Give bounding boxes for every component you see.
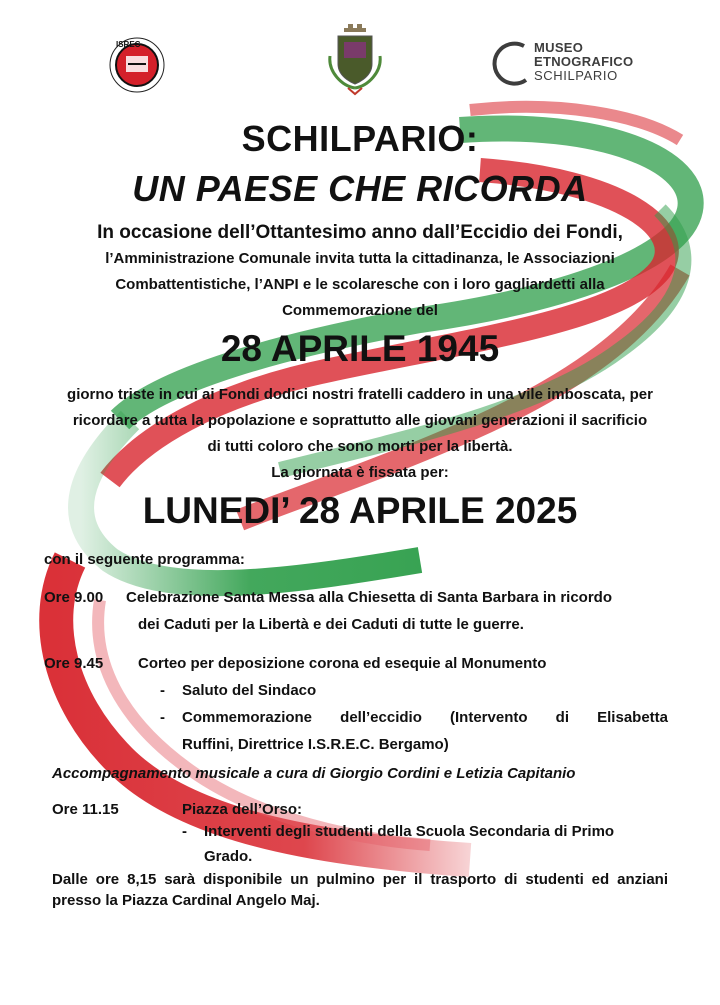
- event-date: LUNEDI’ 28 APRILE 2025: [142, 490, 578, 531]
- museo-logo-line3: SCHILPARIO: [534, 68, 618, 83]
- museo-etnografico-logo: [490, 38, 690, 88]
- bullet-dash: -: [160, 709, 165, 726]
- program-bullet-studenti-line1: Interventi degli studenti della Scuola Secondaria di Primo: [204, 823, 615, 840]
- museo-logo-line2: ETNOGRAFICO: [534, 54, 634, 69]
- museo-ring-icon: [490, 38, 534, 88]
- title-line2: UN PAESE CHE RICORDA: [132, 168, 588, 209]
- program-time-2: Ore 9.45: [44, 655, 104, 672]
- music-credit: Accompagnamento musicale a cura di Giorgio Cordini e Letizia Capitanio: [52, 765, 576, 782]
- description-line4: La giornata è fissata per:: [271, 464, 449, 481]
- intro-line2: l’Amministrazione Comunale invita tutta la cittadinanza, le Associazioni: [105, 250, 615, 267]
- title-line1: SCHILPARIO:: [241, 118, 479, 159]
- program-time-3: Ore 11.15: [52, 801, 119, 818]
- description-line1: giorno triste in cui ai Fondi dodici nostri fratelli caddero in una vile imboscata, per: [67, 386, 653, 403]
- program-desc-2: Corteo per deposizione corona ed esequie al Monumento: [138, 655, 547, 672]
- program-intro: con il seguente programma:: [44, 551, 245, 568]
- isrec-logo-text: ISREC: [116, 40, 141, 49]
- program-bullet-commemorazione-line1: Commemorazione dell’eccidio (Intervento di Elisabetta: [182, 709, 668, 726]
- bullet-dash: -: [182, 823, 187, 840]
- program-bullet-commemorazione-line2: Ruffini, Direttrice I.S.R.E.C. Bergamo): [182, 736, 449, 753]
- transport-note-line2: presso la Piazza Cardinal Angelo Maj.: [52, 892, 320, 909]
- program-place-3: Piazza dell’Orso:: [182, 801, 303, 818]
- intro-line4: Commemorazione del: [282, 302, 438, 319]
- description-line3: di tutti coloro che sono morti per la libertà.: [207, 438, 513, 455]
- transport-note-line1: Dalle ore 8,15 sarà disponibile un pulmino per il trasporto di studenti ed anziani: [52, 871, 668, 888]
- program-bullet-sindaco: Saluto del Sindaco: [182, 682, 317, 699]
- bullet-dash: -: [160, 682, 165, 699]
- town-crest-icon: [322, 22, 388, 98]
- museo-logo-line1: MUSEO: [534, 40, 584, 55]
- program-desc-1-line2: dei Caduti per la Libertà e dei Caduti di tutte le guerre.: [138, 616, 524, 633]
- intro-line3: Combattentistiche, l’ANPI e le scolaresche con i loro gagliardetti alla: [115, 276, 605, 293]
- intro-line1: In occasione dell’Ottantesimo anno dall’Eccidio dei Fondi,: [97, 222, 623, 243]
- program-bullet-studenti-line2: Grado.: [204, 848, 253, 865]
- program-time-1: Ore 9.00: [44, 589, 104, 606]
- historic-date: 28 APRILE 1945: [220, 328, 500, 369]
- description-line2: ricordare a tutta la popolazione e soprattutto alle giovani generazioni il sacrificio: [72, 412, 648, 429]
- program-desc-1-line1: Celebrazione Santa Messa alla Chiesetta di Santa Barbara in ricordo: [126, 589, 612, 606]
